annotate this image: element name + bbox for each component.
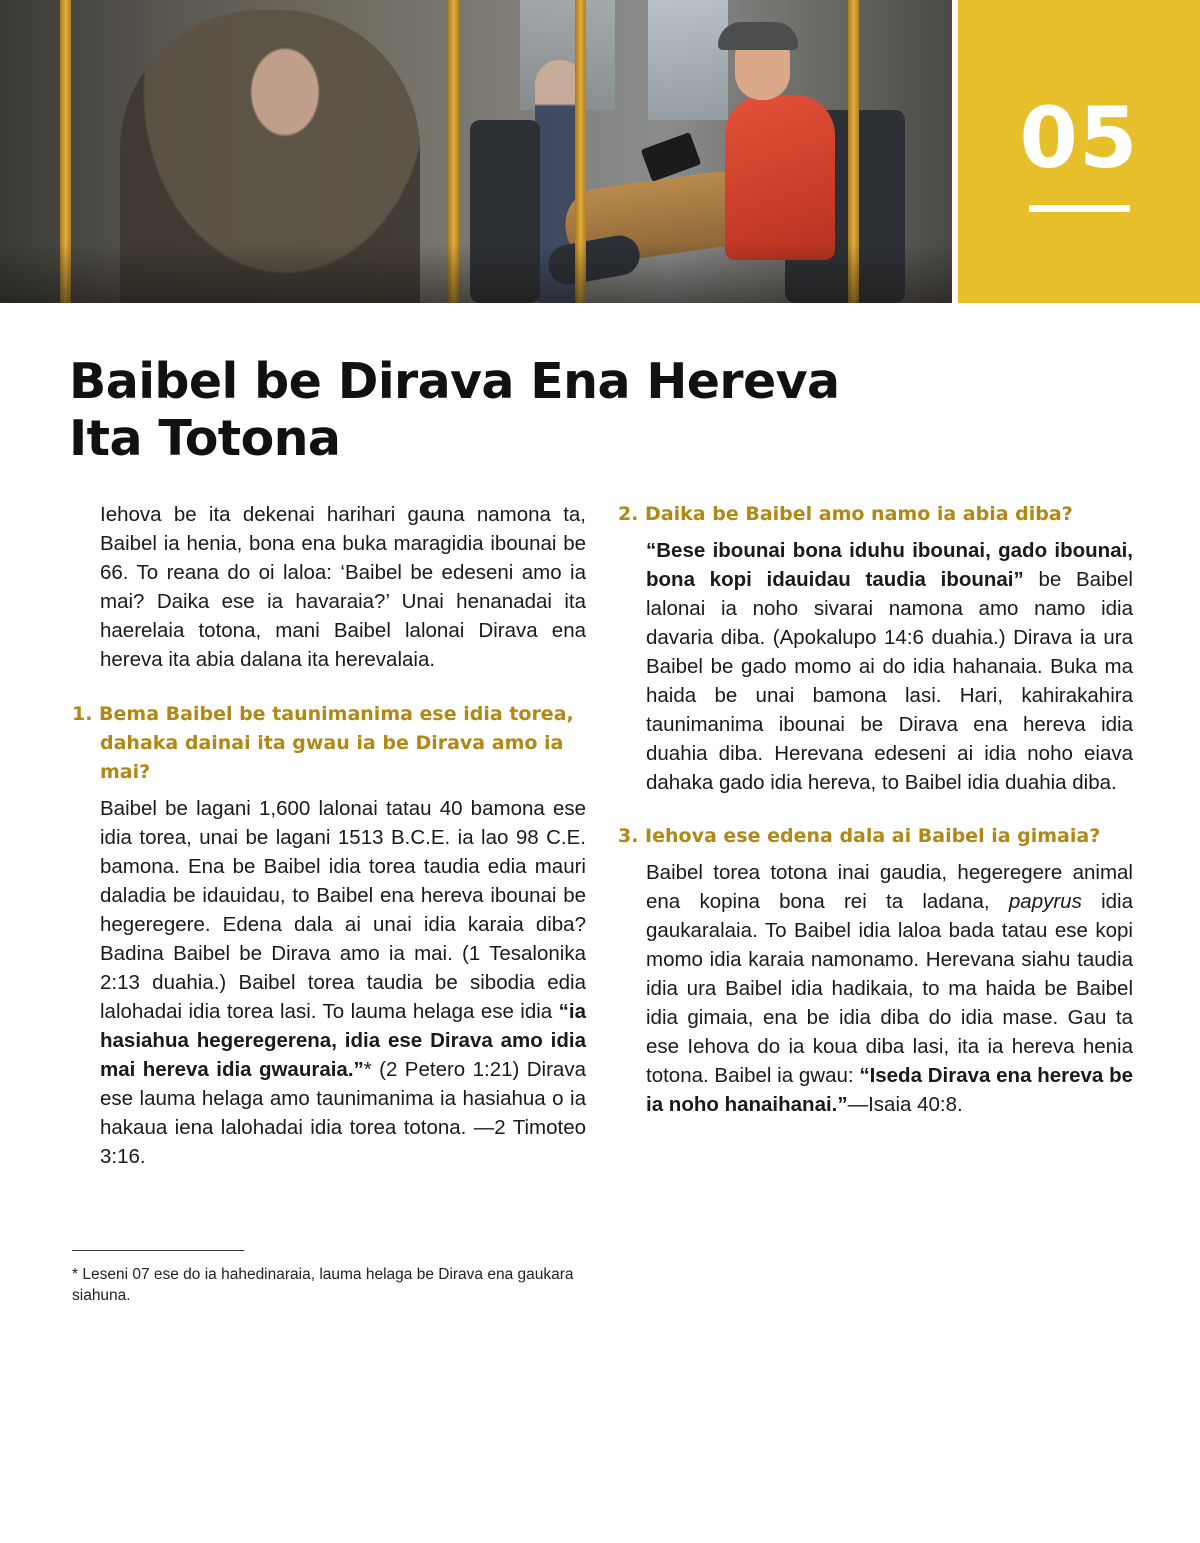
footnote: * Leseni 07 ese do ia hahedinaraia, lauma helaga be Dirava ena gaukara siahuna. xyxy=(72,1266,574,1304)
left-column xyxy=(72,500,586,1196)
question-2: 2. Daika be Baibel amo namo ia abia diba? xyxy=(618,503,1073,525)
chapter-number: 05 xyxy=(1019,89,1139,187)
answer-2-text: be Baibel lalonai ia noho sivarai namona amo namo idia davaria diba. (Apokalupo 14:6 duahia.) Dirava ia ura Baibel be gado momo ai do idia hahanaia. Buka ma haida be unai bamona lasi. Hari, kahirakahira taunimanima ibounai be Dirava ena hereva idia duahia diba. Herevana edeseni ai idia noho eiava dahaka gado idia hereva, to Baibel idia duahia diba. xyxy=(646,568,1133,794)
answer-1-quote: “ia hasiahua hegeregerena, idia ese Dirava amo idia mai hereva idia gwauraia.” xyxy=(100,1000,586,1081)
footnote-divider xyxy=(72,1250,244,1251)
lesson-title xyxy=(69,353,889,467)
answer-2 xyxy=(646,536,1133,797)
lesson-title-line-1: Baibel be Dirava Ena Hereva xyxy=(69,353,840,410)
answer-3 xyxy=(646,858,1133,1119)
answer-1-text-a: Baibel be lagani 1,600 lalonai tatau 40 bamona ese idia torea, unai be lagani 1513 B.C.E. ia lao 98 C.E. bamona. Ena be Baibel idia torea taudia edia mauri daladia be idauidau, to Baibel ena hereva ibounai be hegeregere. Edena dala ai unai idia karaia diba? Badina Baibel be Dirava amo ia mai. (1 Tesalonika 2:13 duahia.) Baibel torea taudia be sibodia edia lalohadai idia torea lasi. To lauma helaga ese idia xyxy=(100,797,586,1023)
answer-3-text-c: —Isaia 40:8. xyxy=(847,1093,963,1116)
right-column xyxy=(618,500,1133,1144)
header-photo xyxy=(0,0,952,303)
answer-1 xyxy=(100,794,586,1171)
answer-3-text-a: Baibel torea totona inai gaudia, hegeregere animal ena kopina bona rei ta ladana, xyxy=(646,861,1133,913)
chapter-underline xyxy=(1029,205,1130,212)
intro-paragraph: Iehova be ita dekenai harihari gauna namona ta, Baibel ia henia, bona ena buka maragidia ibounai be 66. To reana do oi laloa: ‘Baibel be edeseni amo ia mai? Daika ese ia havaraia?’ Unai henanadai ita haerelaia totona, mani Baibel lalonai Dirava ena hereva ita abia dalana ita herevalaia. xyxy=(100,503,586,671)
chapter-tab xyxy=(958,0,1200,303)
bus-floor-shadow xyxy=(0,243,952,303)
answer-3-text-b: idia gaukaralaia. To Baibel idia laloa bada tatau ese kopi momo idia karaia namonamo. Herevana siahu taudia idia ura Baibel idia hadikaia, to ma haida be Baibel idia gimaia, ena be idia diba do idia mase. Gau ta ese Iehova do ia koua diba lasi, ita ia hereva henia totona. Baibel ia gwau: xyxy=(646,890,1133,1087)
reader-jacket xyxy=(725,95,835,260)
answer-1-text-b: * (2 Petero 1:21) Dirava ese lauma helaga amo taunimanima ia hasiahua o ia hakaua iena lalohadai idia torea totona. —2 Timoteo 3:16. xyxy=(100,1058,586,1168)
lesson-title-line-2: Ita Totona xyxy=(69,410,341,467)
question-1: 1. Bema Baibel be taunimanima ese idia torea, dahaka dainai ita gwau ia be Dirava amo ia mai? xyxy=(72,703,574,783)
answer-2-quote: “Bese ibounai bona iduhu ibounai, gado ibounai, bona kopi idauidau taudia ibounai” xyxy=(646,539,1133,591)
reader-cap xyxy=(718,22,798,50)
bus-window xyxy=(648,0,728,120)
question-3: 3. Iehova ese edena dala ai Baibel ia gimaia? xyxy=(618,825,1101,847)
answer-3-quote: “Iseda Dirava ena hereva be ia noho hanaihanai.” xyxy=(646,1064,1133,1116)
answer-3-italic: papyrus xyxy=(1008,890,1082,913)
